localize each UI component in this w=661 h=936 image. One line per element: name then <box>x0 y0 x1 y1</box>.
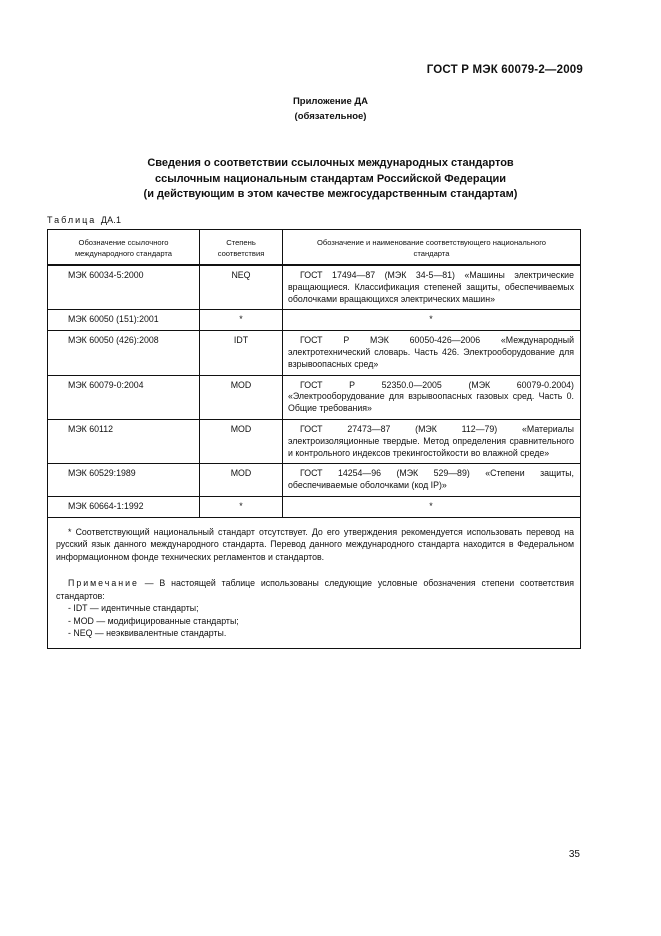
cell-national-standard: ГОСТ 27473—87 (МЭК 112—79) «Материалы электроизоляционные твердые. Метод определения сравнительного и контрольного индексов трекингостойкости во влажной среде» <box>283 419 581 463</box>
column-header-national: Обозначение и наименование соответствующего национального стандарта <box>283 230 581 265</box>
cell-degree: MOD <box>200 464 283 497</box>
table-note <box>56 577 574 602</box>
table-caption-word: Таблица <box>47 215 97 225</box>
cell-international-standard: МЭК 60664-1:1992 <box>48 496 200 517</box>
cell-degree: MOD <box>200 375 283 419</box>
cell-national-standard: ГОСТ 17494—87 (МЭК 34-5—81) «Машины электрические вращающиеся. Классификация степеней защиты, обеспечиваемых оболочками вращающихся электрических машин» <box>283 265 581 310</box>
note-label: Примечание <box>68 578 139 589</box>
appendix-label: Приложение ДА <box>292 96 369 107</box>
cell-degree: * <box>200 310 283 331</box>
table-caption-number: ДА.1 <box>100 215 122 225</box>
cell-degree: NEQ <box>200 265 283 310</box>
table-caption <box>47 215 121 225</box>
cell-national-standard: ГОСТ Р 52350.0—2005 (МЭК 60079-0.2004) «Электрооборудование для взрывоопасных газовых сред. Часть 0. Общие требования» <box>283 375 581 419</box>
note-text: — В настоящей таблице использованы следующие условные обозначения степени соответствия стандартов: <box>56 578 574 601</box>
cell-degree: * <box>200 496 283 517</box>
table-row <box>48 375 580 419</box>
note-list-item: - NEQ — неэквивалентные стандарты. <box>68 628 227 639</box>
cell-national-standard: ГОСТ Р МЭК 60050-426—2006 «Международный электротехнический словарь. Часть 426. Электрооборудование для взрывоопасных сред» <box>283 331 581 375</box>
table-row <box>48 419 580 463</box>
cell-international-standard: МЭК 60112 <box>48 419 200 463</box>
cell-international-standard: МЭК 60529:1989 <box>48 464 200 497</box>
cell-national-standard: * <box>283 310 581 331</box>
table-header-row <box>48 230 580 265</box>
table-row <box>48 331 580 375</box>
cell-degree: IDT <box>200 331 283 375</box>
cell-international-standard: МЭК 60050 (426):2008 <box>48 331 200 375</box>
table-footnote: * Соответствующий национальный стандарт отсутствует. До его утверждения рекомендуется использовать перевод на русский язык данного международного стандарта. Перевод данного международного стандарта находится в Федеральном информационном фонде технических регламентов и стандартов. <box>56 526 574 562</box>
appendix-title <box>0 156 661 203</box>
table-row <box>48 464 580 497</box>
column-header-degree: Степень соответствия <box>200 230 283 265</box>
appendix-title-line: ссылочным национальным стандартам Российской Федерации <box>154 172 507 185</box>
correspondence-table <box>48 230 580 518</box>
document-header-code: ГОСТ Р МЭК 60079-2—2009 <box>426 64 583 76</box>
table-row <box>48 265 580 310</box>
appendix-status: (обязательное) <box>294 111 367 122</box>
correspondence-table-box <box>47 229 581 649</box>
table-row <box>48 496 580 517</box>
cell-degree: MOD <box>200 419 283 463</box>
appendix-heading <box>0 94 661 124</box>
cell-international-standard: МЭК 60079-0:2004 <box>48 375 200 419</box>
table-notes <box>48 518 580 648</box>
column-header-international: Обозначение ссылочного международного стандарта <box>48 230 200 265</box>
cell-international-standard: МЭК 60034-5:2000 <box>48 265 200 310</box>
note-list-item: - IDT — идентичные стандарты; <box>68 603 199 614</box>
cell-national-standard: * <box>283 496 581 517</box>
appendix-title-line: Сведения о соответствии ссылочных международных стандартов <box>147 157 514 169</box>
appendix-title-line: (и действующим в этом качестве межгосударственным стандартам) <box>143 188 518 200</box>
table-row <box>48 310 580 331</box>
cell-national-standard: ГОСТ 14254—96 (МЭК 529—89) «Степени защиты, обеспечиваемые оболочками (код IP)» <box>283 464 581 497</box>
note-list-item: - MOD — модифицированные стандарты; <box>68 615 239 626</box>
cell-international-standard: МЭК 60050 (151):2001 <box>48 310 200 331</box>
page-number: 35 <box>568 849 580 860</box>
